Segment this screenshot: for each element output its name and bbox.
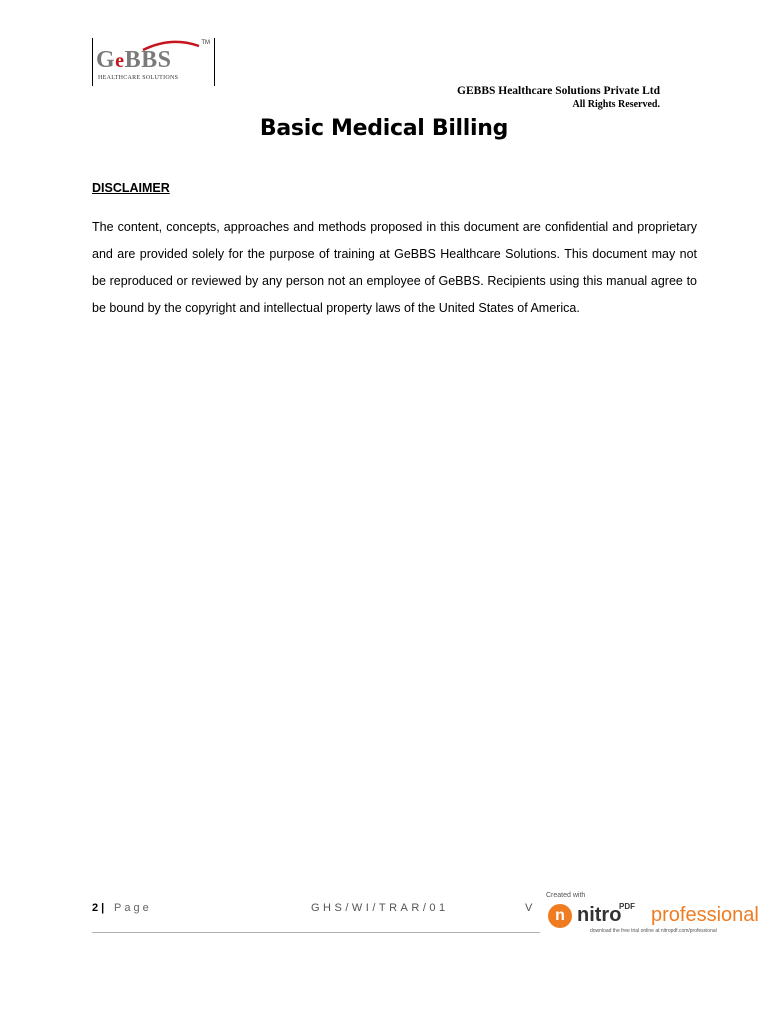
nitro-badge-icon: n (548, 904, 572, 928)
nitro-tagline: download the free trial online at nitropdf.com/professional (590, 928, 717, 934)
page-label: Page (114, 902, 152, 914)
page-footer (92, 902, 540, 922)
nitro-professional: professional (651, 904, 759, 926)
disclaimer-heading: DISCLAIMER (92, 181, 170, 195)
company-header (457, 84, 660, 112)
document-title: Basic Medical Billing (259, 116, 509, 141)
logo-wordmark (96, 48, 171, 73)
nitro-brand: nitro (577, 904, 622, 926)
rights-notice: All Rights Reserved. (572, 99, 660, 110)
version-label: V (525, 902, 533, 914)
created-with-label: Created with (546, 892, 586, 899)
logo-prefix: Ge (96, 47, 125, 73)
footer-divider (92, 932, 540, 933)
document-id: GHS/WI/TRAR/01 (311, 902, 449, 914)
gebbs-logo (92, 38, 215, 86)
company-name: GEBBS Healthcare Solutions Private Ltd (457, 85, 660, 97)
logo-suffix: BBS (124, 47, 172, 73)
disclaimer-text: The content, concepts, approaches and methods proposed in this document are confidential and proprietary and are provided solely for the purpose of training at GeBBS Healthcare Solutions. This document may not be reproduced or reviewed by any person not an employee of GeBBS. Recipients using this manual agree to be bound by the copyright and intellectual property laws of the United States of America. (92, 220, 697, 315)
nitro-pdf-label: PDF (619, 902, 635, 911)
nitro-watermark (542, 890, 764, 938)
page-number: 2 | (92, 902, 105, 914)
logo-subtitle: HEALTHCARE SOLUTIONS (98, 75, 179, 81)
logo-trademark: TM (201, 40, 210, 46)
